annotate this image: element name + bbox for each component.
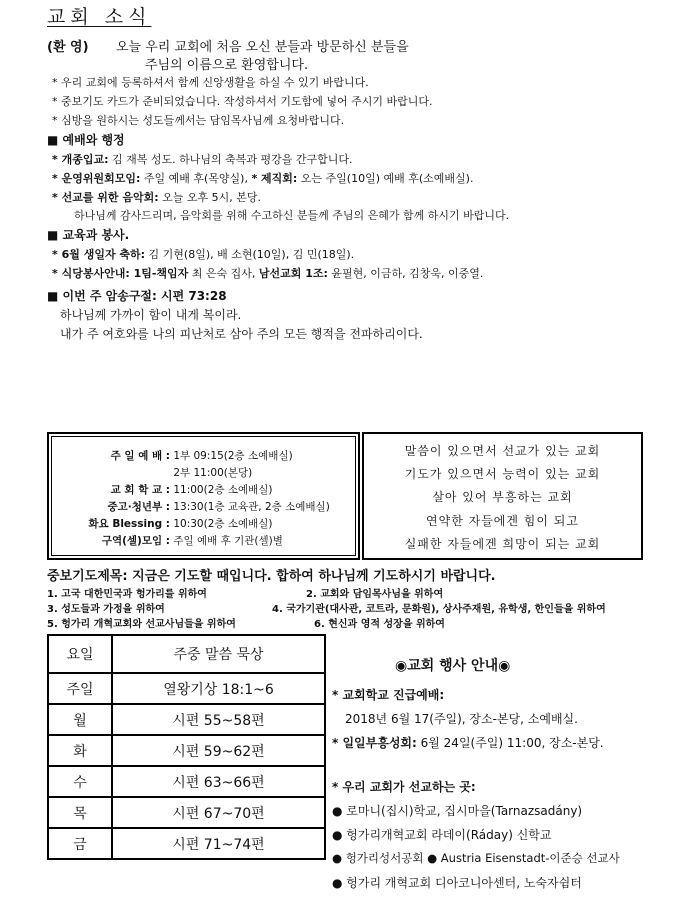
item-label: * 선교를 위한 음악회: bbox=[52, 191, 159, 204]
welcome-label: (환 영) bbox=[47, 40, 89, 55]
day-cell: 금 bbox=[48, 828, 112, 859]
slogan-line: 연약한 자들에겐 힘이 되고 bbox=[426, 514, 579, 528]
reading-cell: 시편 59~62편 bbox=[112, 735, 325, 766]
slogan-line: 말씀이 있으면서 선교가 있는 교회 bbox=[404, 444, 601, 458]
prayer-item: 1. 고국 대한민국과 헝가리를 위하여 bbox=[47, 589, 207, 600]
mission-label: * 우리 교회가 선교하는 곳: bbox=[332, 780, 476, 794]
item-text: 최 은숙 집사, bbox=[188, 267, 259, 280]
day-cell: 월 bbox=[48, 704, 112, 735]
slogan-line: 실패한 자들에겐 희망이 되는 교회 bbox=[404, 537, 601, 551]
service-row bbox=[77, 516, 273, 531]
education-header: ■ 교육과 봉사. bbox=[47, 228, 130, 242]
worship-item-3 bbox=[52, 189, 261, 205]
service-label: 화요 Blessing : bbox=[88, 518, 170, 530]
service-value: 2부 11:00(본당) bbox=[173, 467, 253, 479]
education-item-1 bbox=[52, 246, 354, 262]
worship-item-3-cont: 하나님께 감사드리며, 음악회를 위해 수고하신 분들께 주님의 은혜가 함께 하시기 바랍니다. bbox=[74, 209, 510, 222]
item-text: 윤필현, 이금하, 김창욱, 이중열. bbox=[327, 267, 484, 280]
table-row bbox=[48, 766, 325, 797]
reading-cell: 시편 55~58편 bbox=[112, 704, 325, 735]
slogan-box bbox=[362, 432, 643, 560]
prayer-item: 4. 국가기관(대사관, 코트라, 문화원), 상사주재원, 유학생, 한인들을 위하여 bbox=[272, 604, 606, 615]
service-row bbox=[77, 499, 330, 514]
event-1-text: 2018년 6월 17(주일), 장소-본당, 소예배실. bbox=[345, 712, 578, 726]
table-row bbox=[48, 828, 325, 859]
service-label: 구역(셀)모임 : bbox=[101, 535, 170, 547]
worship-item-2 bbox=[52, 170, 473, 186]
item-text: 주일 예배 후(목양실), bbox=[140, 172, 252, 185]
service-value: 11:00(2층 소예배실) bbox=[173, 484, 273, 496]
note-1: * 우리 교회에 등록하셔서 함께 신앙생활을 하실 수 있기 바랍니다. bbox=[52, 76, 369, 89]
item-label: * 운영위원회모임: bbox=[52, 172, 141, 185]
table-row bbox=[48, 735, 325, 766]
service-label: 주 일 예 배 : bbox=[110, 450, 170, 462]
memory-header: ■ 이번 주 암송구절: 시편 73:28 bbox=[47, 289, 227, 303]
education-item-2 bbox=[52, 265, 483, 281]
service-label: 중고·청년부 : bbox=[107, 501, 170, 513]
memory-line-2: 내가 주 여호와를 나의 피난처로 삼아 주의 모든 행적을 전파하리이다. bbox=[60, 327, 423, 341]
day-cell: 목 bbox=[48, 797, 112, 828]
service-label: 교 회 학 교 : bbox=[110, 484, 170, 496]
mission-item: ● 로마니(집시)학교, 집시마을(Tarnazsadány) bbox=[332, 804, 583, 818]
reading-cell: 시편 71~74편 bbox=[112, 828, 325, 859]
memory-line-1: 하나님께 가까이 함이 내게 복이라. bbox=[60, 308, 242, 322]
prayer-title: 중보기도제목: 지금은 기도할 때입니다. 합하여 하나님께 기도하시기 바랍니다. bbox=[47, 569, 496, 584]
reading-cell: 시편 63~66편 bbox=[112, 766, 325, 797]
day-cell: 화 bbox=[48, 735, 112, 766]
prayer-item: 6. 현신과 영적 성장을 위하여 bbox=[314, 619, 445, 630]
item-text: 오는 주일(10일) 예배 후(소예배실). bbox=[297, 172, 474, 185]
service-value: 1부 09:15(2층 소예배실) bbox=[173, 450, 293, 462]
header-day: 요일 bbox=[48, 635, 112, 673]
header-title: 주중 말씀 묵상 bbox=[112, 635, 325, 673]
item-label: 남선교회 1조: bbox=[258, 267, 328, 280]
day-cell: 주일 bbox=[48, 673, 112, 704]
event-2 bbox=[332, 734, 604, 751]
mission-item: ● 헝가리 개혁교회 디아코니아센터, 노숙자쉼터 bbox=[332, 876, 582, 890]
page-title: 교회 소식 bbox=[47, 6, 152, 28]
event-2-label: * 일일부흥성회: bbox=[332, 736, 417, 750]
service-row bbox=[77, 448, 293, 463]
welcome-line-1: 오늘 우리 교회에 처음 오신 분들과 방문하신 분들을 bbox=[116, 40, 409, 55]
item-label: * 개종입교: bbox=[52, 153, 109, 166]
note-3: * 심방을 원하시는 성도들께서는 담임목사님께 요청바랍니다. bbox=[52, 114, 345, 127]
item-label: * 6월 생일자 축하: bbox=[52, 248, 146, 261]
meditation-table bbox=[47, 634, 326, 860]
day-cell: 수 bbox=[48, 766, 112, 797]
service-row bbox=[77, 465, 252, 480]
prayer-item: 5. 헝가리 개혁교회와 선교사님들을 위하여 bbox=[47, 619, 236, 630]
item-label: * 식당봉사안내: 1팀-책임자 bbox=[52, 267, 189, 280]
slogan-line: 살아 있어 부흥하는 교회 bbox=[432, 490, 573, 504]
prayer-item: 3. 성도들과 가정을 위하여 bbox=[47, 604, 165, 615]
event-1-label: * 교회학교 진급예배: bbox=[332, 688, 445, 702]
table-row bbox=[48, 797, 325, 828]
event-2-text: 6월 24일(주일) 11:00, 장소-본당. bbox=[416, 736, 604, 750]
slogan-line: 기도가 있으면서 능력이 있는 교회 bbox=[404, 467, 601, 481]
item-label: * 제직회: bbox=[251, 172, 298, 185]
reading-cell: 시편 67~70편 bbox=[112, 797, 325, 828]
mission-item: ● 헝가리개혁교회 라데이(Ráday) 신학교 bbox=[332, 828, 552, 842]
worship-item-1 bbox=[52, 151, 353, 167]
events-title: ◉교회 행사 안내◉ bbox=[395, 658, 511, 674]
service-row bbox=[77, 482, 273, 497]
item-text: 오늘 오후 5시, 본당. bbox=[158, 191, 262, 204]
mission-item: ● 헝가리성서공회 ● Austria Eisenstadt-이준승 선교사 bbox=[332, 851, 620, 865]
service-schedule-box bbox=[47, 432, 360, 560]
worship-header: ■ 예배와 행정 bbox=[47, 133, 125, 147]
prayer-item: 2. 교회와 담임목사님을 위하여 bbox=[306, 589, 444, 600]
service-value: 13:30(1층 교육관, 2층 소예배실) bbox=[173, 501, 330, 513]
welcome-line-2: 주님의 이름으로 환영합니다. bbox=[145, 58, 309, 73]
table-header-row bbox=[48, 635, 325, 673]
service-value: 주일 예배 후 기관(셀)별 bbox=[173, 535, 283, 547]
reading-cell: 열왕기상 18:1~6 bbox=[112, 673, 325, 704]
service-value: 10:30(2층 소예배실) bbox=[173, 518, 273, 530]
service-row bbox=[77, 533, 283, 548]
item-text: 김 기현(8일), 배 소현(10일), 김 민(18일). bbox=[145, 248, 355, 261]
table-row bbox=[48, 704, 325, 735]
item-text: 김 재복 성도. 하나님의 축복과 평강을 간구합니다. bbox=[108, 153, 353, 166]
note-2: * 중보기도 카드가 준비되었습니다. 작성하셔서 기도함에 넣어 주시기 바랍니다. bbox=[52, 95, 433, 108]
table-row bbox=[48, 673, 325, 704]
